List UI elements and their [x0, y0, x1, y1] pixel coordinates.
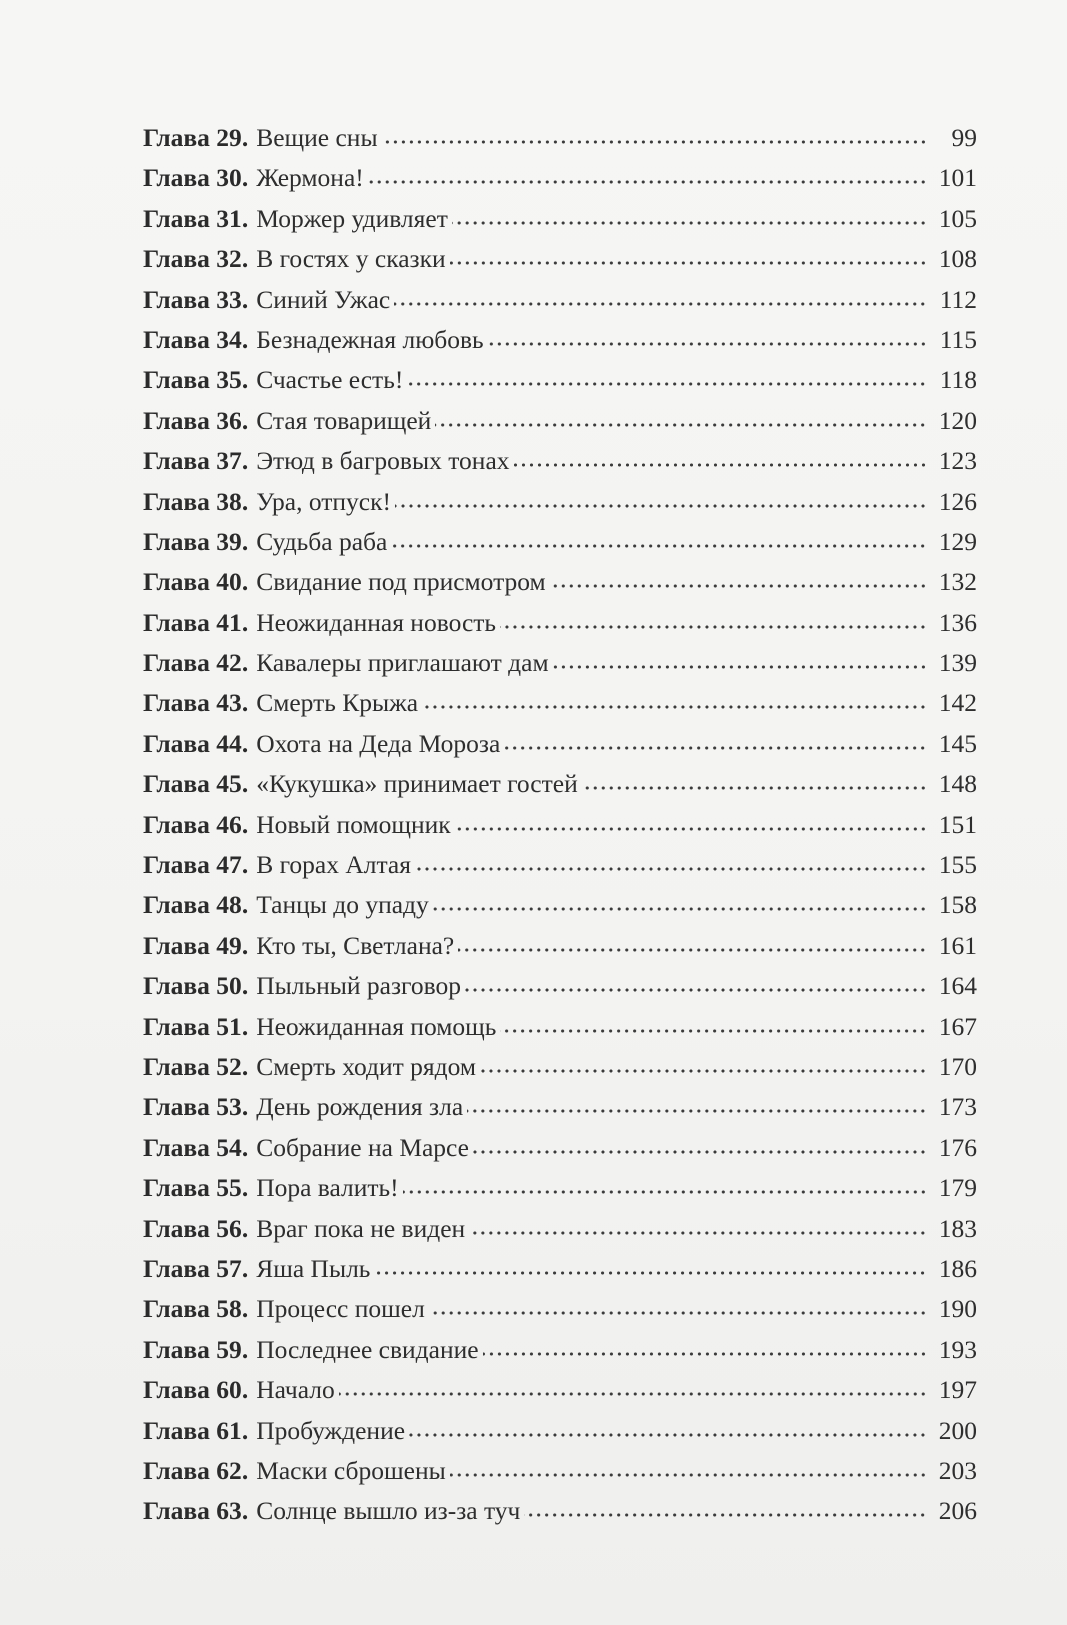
chapter-title: «Кукушка» принимает гостей [256, 769, 578, 799]
dot-leader [483, 1352, 927, 1356]
page-number: 115 [939, 324, 977, 354]
toc-entry-32[interactable] [143, 1370, 977, 1410]
page-number: 139 [938, 648, 977, 678]
page-number: 120 [938, 405, 977, 435]
toc-entry-29[interactable] [143, 1249, 977, 1289]
chapter-title: Пора валить! [256, 1173, 399, 1203]
toc-entry-4[interactable] [143, 239, 977, 279]
chapter-title: Кто ты, Светлана? [256, 930, 455, 960]
page-number: 167 [938, 1011, 977, 1041]
toc-entry-13[interactable] [143, 603, 977, 643]
chapter-title: Счастье есть! [256, 365, 404, 395]
chapter-label: Глава 59 [143, 1334, 242, 1364]
toc-entry-11[interactable] [143, 522, 977, 562]
chapter-separator: . [241, 567, 249, 597]
chapter-separator: . [241, 446, 249, 476]
toc-entry-19[interactable] [143, 845, 977, 885]
dot-leader [550, 584, 927, 588]
toc-entry-7[interactable] [143, 360, 977, 400]
chapter-label: Глава 54 [143, 1132, 242, 1162]
table-of-contents [143, 118, 977, 1532]
chapter-label: Глава 44 [143, 728, 242, 758]
chapter-separator: . [241, 1496, 249, 1526]
toc-entry-14[interactable] [143, 643, 977, 683]
page-number: 164 [938, 971, 977, 1001]
page-number: 148 [938, 769, 977, 799]
toc-entry-35[interactable] [143, 1491, 977, 1531]
chapter-title: Солнце вышло из-за туч [256, 1496, 521, 1526]
toc-entry-12[interactable] [143, 562, 977, 602]
dot-leader [500, 1029, 927, 1033]
dot-leader [450, 1473, 927, 1477]
chapter-label: Глава 56 [143, 1213, 242, 1243]
chapter-title: Безнадежная любовь [256, 324, 484, 354]
chapter-separator: . [241, 1213, 249, 1243]
toc-entry-30[interactable] [143, 1289, 977, 1329]
chapter-separator: . [241, 1051, 249, 1081]
chapter-title: Танцы до упаду [256, 890, 429, 920]
dot-leader [458, 948, 927, 952]
toc-entry-1[interactable] [143, 118, 977, 158]
chapter-title: Собрание на Марсе [256, 1132, 470, 1162]
toc-entry-20[interactable] [143, 885, 977, 925]
toc-entry-16[interactable] [143, 724, 977, 764]
toc-entry-34[interactable] [143, 1451, 977, 1491]
toc-entry-15[interactable] [143, 683, 977, 723]
chapter-label: Глава 62 [143, 1455, 242, 1485]
chapter-title: Процесс пошел [256, 1294, 425, 1324]
chapter-label: Глава 35 [143, 365, 242, 395]
chapter-label: Глава 51 [143, 1011, 242, 1041]
toc-entry-25[interactable] [143, 1087, 977, 1127]
toc-entry-31[interactable] [143, 1330, 977, 1370]
chapter-label: Глава 55 [143, 1173, 242, 1203]
page-number: 145 [938, 728, 977, 758]
page-number: 126 [938, 486, 977, 516]
chapter-separator: . [241, 648, 249, 678]
toc-entry-21[interactable] [143, 926, 977, 966]
page-number: 173 [938, 1092, 977, 1122]
dot-leader [500, 625, 927, 629]
page-number: 123 [938, 446, 977, 476]
chapter-separator: . [241, 728, 249, 758]
chapter-title: Смерть Крыжа [256, 688, 419, 718]
dot-leader [504, 746, 927, 750]
chapter-label: Глава 50 [143, 971, 242, 1001]
chapter-separator: . [241, 284, 249, 314]
chapter-separator: . [241, 1253, 249, 1283]
chapter-label: Глава 61 [143, 1415, 242, 1445]
dot-leader [435, 423, 927, 427]
dot-leader [473, 1150, 927, 1154]
chapter-label: Глава 32 [143, 244, 242, 274]
toc-entry-2[interactable] [143, 158, 977, 198]
toc-entry-5[interactable] [143, 280, 977, 320]
page-number: 186 [938, 1253, 977, 1283]
dot-leader [452, 221, 927, 225]
page-number: 132 [938, 567, 977, 597]
chapter-separator: . [241, 244, 249, 274]
chapter-title: Жермона! [256, 163, 364, 193]
dot-leader [480, 1069, 927, 1073]
chapter-label: Глава 43 [143, 688, 242, 718]
page-number: 142 [938, 688, 977, 718]
toc-entry-9[interactable] [143, 441, 977, 481]
chapter-label: Глава 38 [143, 486, 242, 516]
page-number: 206 [938, 1496, 977, 1526]
page-number: 158 [938, 890, 977, 920]
chapter-separator: . [241, 809, 249, 839]
chapter-label: Глава 39 [143, 526, 242, 556]
toc-entry-33[interactable] [143, 1411, 977, 1451]
chapter-title: Маски сброшены [256, 1455, 446, 1485]
chapter-separator: . [241, 203, 249, 233]
chapter-separator: . [241, 850, 249, 880]
chapter-label: Глава 33 [143, 284, 242, 314]
dot-leader [409, 1433, 927, 1437]
chapter-separator: . [241, 769, 249, 799]
toc-entry-18[interactable] [143, 805, 977, 845]
toc-entry-8[interactable] [143, 401, 977, 441]
chapter-separator: . [241, 1294, 249, 1324]
dot-leader [368, 180, 927, 184]
chapter-label: Глава 63 [143, 1496, 242, 1526]
page-number: 155 [938, 850, 977, 880]
chapter-separator: . [241, 607, 249, 637]
chapter-title: Судьба раба [256, 526, 388, 556]
chapter-separator: . [241, 405, 249, 435]
chapter-label: Глава 60 [143, 1375, 242, 1405]
toc-entry-10[interactable] [143, 482, 977, 522]
page-number: 108 [938, 244, 977, 274]
chapter-title: Моржер удивляет [256, 203, 448, 233]
page-number: 176 [938, 1132, 977, 1162]
toc-entry-3[interactable] [143, 199, 977, 239]
chapter-separator: . [241, 1132, 249, 1162]
dot-leader [488, 342, 927, 346]
chapter-label: Глава 40 [143, 567, 242, 597]
dot-leader [553, 665, 927, 669]
toc-entry-23[interactable] [143, 1007, 977, 1047]
chapter-title: Свидание под присмотром [256, 567, 546, 597]
dot-leader [339, 1392, 927, 1396]
chapter-label: Глава 42 [143, 648, 242, 678]
page-number: 101 [938, 163, 977, 193]
dot-leader [455, 827, 927, 831]
chapter-label: Глава 49 [143, 930, 242, 960]
dot-leader [524, 1513, 927, 1517]
chapter-title: Синий Ужас [256, 284, 391, 314]
page-number: 183 [938, 1213, 977, 1243]
toc-entry-27[interactable] [143, 1168, 977, 1208]
chapter-separator: . [241, 1375, 249, 1405]
chapter-separator: . [241, 1455, 249, 1485]
page-number: 118 [939, 365, 977, 395]
chapter-title: Начало [256, 1375, 335, 1405]
page-number: 129 [938, 526, 977, 556]
dot-leader [395, 504, 927, 508]
dot-leader [467, 1109, 927, 1113]
chapter-label: Глава 34 [143, 324, 242, 354]
dot-leader [450, 261, 927, 265]
page-number: 200 [938, 1415, 977, 1445]
chapter-label: Глава 30 [143, 163, 242, 193]
chapter-label: Глава 45 [143, 769, 242, 799]
chapter-separator: . [241, 930, 249, 960]
page-number: 203 [938, 1455, 977, 1485]
chapter-title: В гостях у сказки [256, 244, 446, 274]
page-number: 197 [938, 1375, 977, 1405]
chapter-label: Глава 47 [143, 850, 242, 880]
chapter-title: Пробуждение [256, 1415, 406, 1445]
page-number: 136 [938, 607, 977, 637]
page-number: 151 [938, 809, 977, 839]
page-number: 112 [939, 284, 977, 314]
chapter-title: Охота на Деда Мороза [256, 728, 501, 758]
dot-leader [469, 1231, 927, 1235]
dot-leader [433, 907, 927, 911]
chapter-title: Пыльный разговор [256, 971, 461, 1001]
chapter-title: Стая товарищей [256, 405, 432, 435]
dot-leader [382, 140, 927, 144]
chapter-title: В горах Алтая [256, 850, 411, 880]
chapter-title: Враг пока не виден [256, 1213, 466, 1243]
dot-leader [415, 867, 927, 871]
toc-entry-24[interactable] [143, 1047, 977, 1087]
toc-entry-17[interactable] [143, 764, 977, 804]
chapter-title: Неожиданная помощь [256, 1011, 497, 1041]
chapter-title: Неожиданная новость [256, 607, 497, 637]
page-number: 179 [938, 1173, 977, 1203]
chapter-label: Глава 29 [143, 123, 242, 152]
chapter-label: Глава 58 [143, 1294, 242, 1324]
toc-entry-28[interactable] [143, 1209, 977, 1249]
chapter-label: Глава 37 [143, 446, 242, 476]
chapter-separator: . [241, 526, 249, 556]
chapter-separator: . [241, 1092, 249, 1122]
chapter-title: Смерть ходит рядом [256, 1051, 477, 1081]
chapter-title: Этюд в багровых тонах [256, 446, 510, 476]
chapter-label: Глава 52 [143, 1051, 242, 1081]
dot-leader [391, 544, 927, 548]
chapter-separator: . [241, 324, 249, 354]
page-number: 105 [938, 203, 977, 233]
chapter-separator: . [241, 163, 249, 193]
toc-entry-6[interactable] [143, 320, 977, 360]
page-number: 190 [938, 1294, 977, 1324]
chapter-label: Глава 53 [143, 1092, 242, 1122]
dot-leader [403, 1190, 927, 1194]
dot-leader [514, 463, 927, 467]
chapter-separator: . [241, 1173, 249, 1203]
dot-leader [429, 1311, 927, 1315]
toc-entry-26[interactable] [143, 1128, 977, 1168]
chapter-title: Вещие сны [256, 123, 378, 152]
chapter-separator: . [241, 890, 249, 920]
chapter-label: Глава 57 [143, 1253, 242, 1283]
page-number: 161 [938, 930, 977, 960]
page-number: 170 [938, 1051, 977, 1081]
chapter-separator: . [241, 1334, 249, 1364]
chapter-label: Глава 48 [143, 890, 242, 920]
chapter-separator: . [241, 971, 249, 1001]
page-number: 99 [951, 123, 977, 152]
dot-leader [465, 988, 927, 992]
dot-leader [394, 302, 927, 306]
chapter-title: Последнее свидание [256, 1334, 479, 1364]
dot-leader [407, 382, 927, 386]
chapter-title: Ура, отпуск! [256, 486, 391, 516]
chapter-label: Глава 31 [143, 203, 242, 233]
chapter-separator: . [241, 688, 249, 718]
dot-leader [582, 786, 927, 790]
chapter-label: Глава 41 [143, 607, 242, 637]
dot-leader [422, 705, 927, 709]
chapter-title: Новый помощник [256, 809, 451, 839]
toc-entry-22[interactable] [143, 966, 977, 1006]
dot-leader [374, 1271, 927, 1275]
page-number: 193 [938, 1334, 977, 1364]
chapter-separator: . [241, 486, 249, 516]
chapter-separator: . [241, 1415, 249, 1445]
chapter-title: День рождения зла [256, 1092, 464, 1122]
chapter-title: Яша Пыль [256, 1253, 371, 1283]
chapter-label: Глава 36 [143, 405, 242, 435]
chapter-separator: . [241, 1011, 249, 1041]
chapter-title: Кавалеры приглашают дам [256, 648, 549, 678]
chapter-label: Глава 46 [143, 809, 242, 839]
chapter-separator: . [241, 123, 249, 152]
chapter-separator: . [241, 365, 249, 395]
